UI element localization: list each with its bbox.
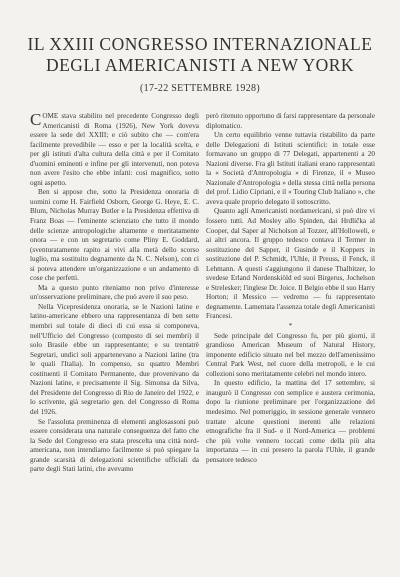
paragraph-7: Un certo equilibrio venne tuttavia ristabilito da parte delle Delegazioni di Istituti scientifici: in totale esse formavano un gruppo di 77 Delegati, appartenenti a 20 Nazioni diverse. Fra gli Istituti italiani erano rappresentati la « Società d'Antropologia » di Firenze, il « Museo Nazionale d'Antropologia » della stessa città nella persona del prof. Lidio Cipriani, e il « Touring Club Italiano », che aveva quale proprio delegato il sottoscritto. xyxy=(206,131,375,206)
paragraph-8: Quanto agli Americanisti nordamericani, si può dire vi fossero tutti. Ad Mosley allo Spinden, dai Hrdlička al Cooper, dal Saper al Nicholson al Tozzer, all'Holloweli, e ai altri ancora. Il gruppo tedesco contava il Termer in sostituzione del Sapper, il Gusinde e il Koppers in sostituzione del P. Schmidt, l'Uhle, il Preuss, il Fenck, il Lehmann. A questi s'aggiungono il danese Thalbitzer, lo svedese Erland Nordenskiöld ed suoi Birgerus, Jochelson e Strelesker; l'inglese Dr. Joice. Il Belgio ebbe il suo Harry Horton; il Messico — vedremo — fu rappresentato degnamente. Lamentata l'assenza totale degli Americanisti Francesi. xyxy=(206,207,375,321)
paragraph-10: In questo edificio, la mattina del 17 settembre, si inaugurò il Congresso con semplice e austera cerimonia, dopo la riunione preliminare per l'organizzazione del medesimo. Nel pomeriggio, in sessione generale vennero trattate alcune questioni inerenti alle relazioni etnografiche fra il Sud- e il Nord-America — problemi che più volte vennero toccati come della più alta importanza — in cui presero la parola l'Uhle, il grande pensatore tedesco xyxy=(206,379,375,464)
paragraph-4: Nella Vicepresidenza onoraria, se le Nazioni latine e latino-americane ebbero una rappresentanza di ben sette membri sul totale di dieci di cui essa si componeva, nell'Ufficio del Congresso (composto di sei membri) il solo Brasile ebbe un rappresentante; e su trentatrè Segretari, undici soli appartenevano a Nazioni latine (tra le quali l'Italia). In compenso, su quattro Membri costituenti il Comitato Permanente, due provenivano da Nazioni latine, e precisamente il Sig. Simonsa da Silva, del Presidente del Congresso di Rio de Janeiro del 1922, e lo scrivente, già segretario gen. del Congresso di Roma del 1926. xyxy=(30,302,199,416)
paragraph-2: Ben si appose che, sotto la Presidenza onoraria di uomini come H. Fairfield Osborn, George G. Heye, E. C. Blum, Nicholas Murray Butler e la Presidenza effettiva di Franz Boas — l'eminente scienziato che tutto il mondo delle scienze antropologiche altamente e meritatamente onora — e con un segretario come Pliny E. Goddard, (sventuratamente rapito ai vivi alla metà dello scorso luglio, ma sostituito degnamente da N. C. Nelson), con ci si poteva attendere un'organizzazione e un andamento di cose che perfetti. xyxy=(30,188,199,283)
congress-date: (17-22 SETTEMBRE 1928) xyxy=(140,83,260,94)
paragraph-5: Se l'assoluta preminenza di elementi anglosassoni può essere considerata una naturale conseguenza del fatto che la Sede del Congresso era stata prescelta una città nord-americana, non intendiamo facilmente si può spiegare la grande scarsità di delegazioni scientifiche ufficiali da parte degli Stati latini, che avevamo xyxy=(30,417,199,474)
paragraph-text: OME stava stabilito nel precedente Congresso degli Americanisti di Roma (1926), New York doveva essere la sede del XXIII; e ciò subito che — com'era facilmente prevedibile — esso e per la località scelta, e per gli istituti d'alta cultura della città e per il Comitato d'uomini eminenti e infine per gli intervenuti, non poteva non avere l'esito che ebbe infatti: così magnifico, sotto ogni aspetto. xyxy=(30,112,199,187)
right-text-column xyxy=(206,112,375,465)
left-text-column xyxy=(30,112,199,475)
section-separator-asterisk: * xyxy=(288,322,293,331)
paragraph-1 xyxy=(30,112,199,188)
paragraph-3: Ma a questo punto riteniamo non privo d'interesse un'osservazione preliminare, che può avere il suo peso. xyxy=(30,283,199,302)
paragraph-6: però ritenuto opportuno di farsi rappresentare da personale diplomatico. xyxy=(206,112,375,130)
drop-cap-letter: C xyxy=(30,110,42,129)
page-title-line-2: DEGLI AMERICANISTI A NEW YORK xyxy=(45,55,355,75)
paragraph-9: Sede principale del Congresso fu, per più giorni, il grandioso American Museum of Natural History, imponente edificio situato nel bel mezzo dell'amenissimo Central Park West, nel cuore della metropoli, e le cui collezioni sono meritatamente celebri nel mondo intero. xyxy=(206,331,375,378)
page-title-line-1: IL XXIII CONGRESSO INTERNAZIONALE xyxy=(27,34,373,54)
